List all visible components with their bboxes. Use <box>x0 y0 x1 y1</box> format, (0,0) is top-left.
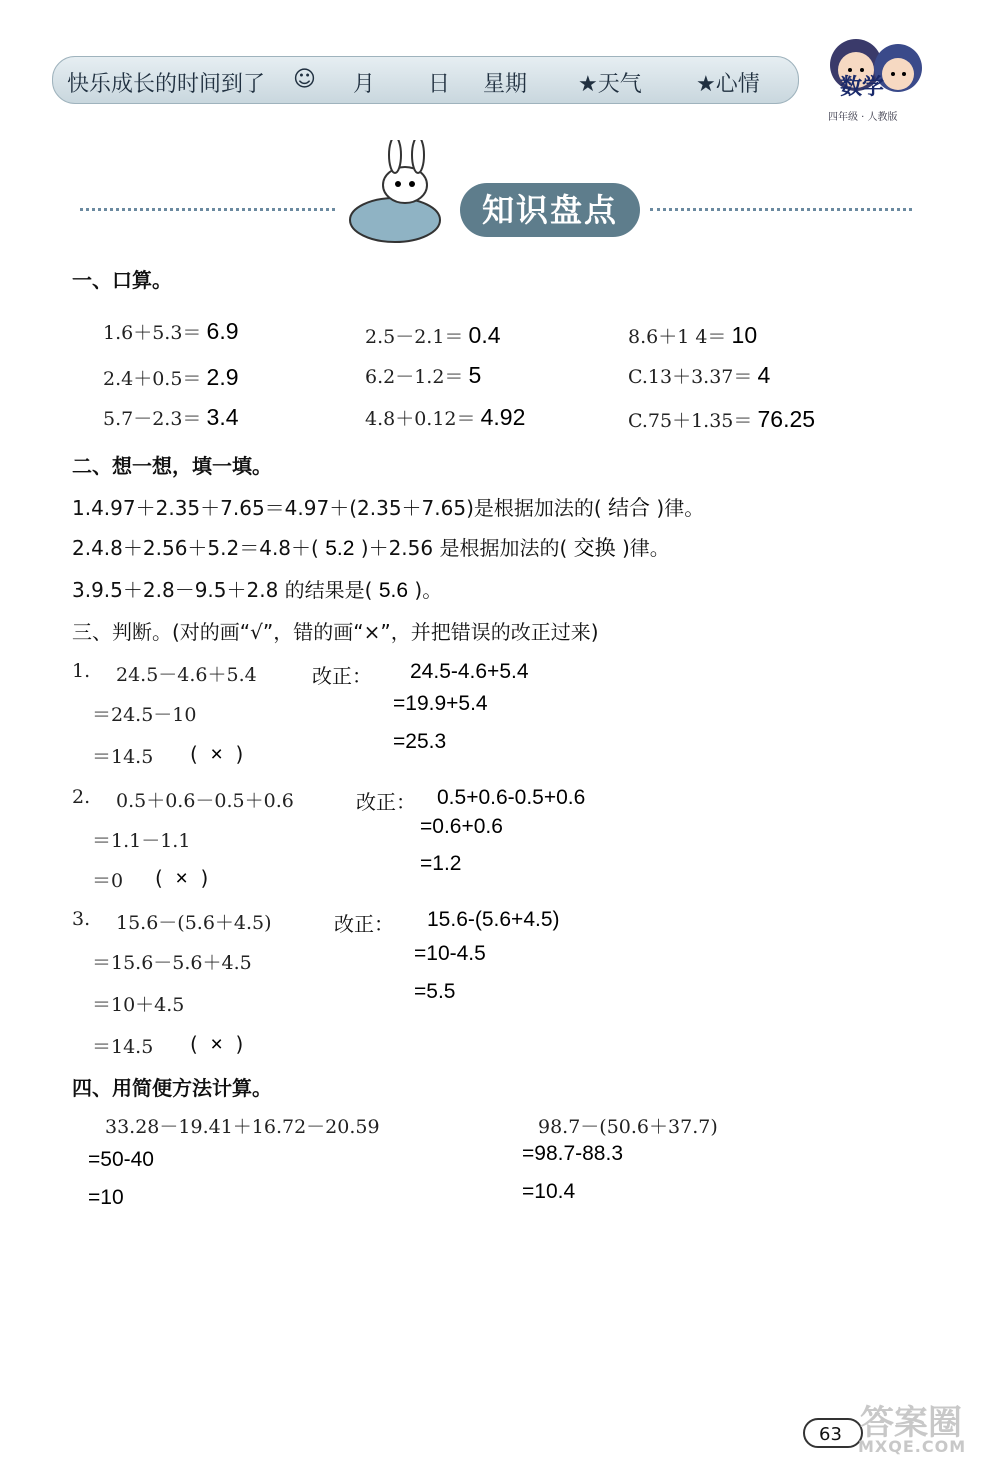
watermark-url: MXQE.COM <box>858 1437 967 1456</box>
q2-answer-2b: 交换 <box>573 537 616 560</box>
q3-p3-judgement: ( × ) <box>190 1032 244 1056</box>
q2-answer-1: 结合 <box>608 497 651 520</box>
q3-p3-step-1: ＝15.6－5.6＋4.5 <box>92 952 252 974</box>
q4-heading: 四、用简便方法计算。 <box>72 1076 272 1100</box>
q3-p3-number: 3. <box>72 908 91 930</box>
rabbit-mascot-icon <box>340 140 460 250</box>
dotted-divider-left <box>80 208 335 217</box>
header-weekday: 星期 <box>483 72 528 97</box>
q3-p3-fix-3: =5.5 <box>414 980 456 1003</box>
header-month: 月 <box>353 72 376 97</box>
subject-label: 数学 <box>840 75 885 100</box>
q3-p3-correct-label: 改正： <box>334 912 394 936</box>
q1-item: 6.2－1.2＝ 5 <box>365 362 482 388</box>
q3-p3-step-3: ＝14.5 <box>92 1036 154 1058</box>
q3-p3-fix-2: =10-4.5 <box>414 942 486 965</box>
q4-right-step-2: =10.4 <box>522 1180 576 1203</box>
q3-p1-step-1: ＝24.5－10 <box>92 704 197 726</box>
q4-right-step-1: =98.7-88.3 <box>522 1142 624 1165</box>
q4-right-expr: 98.7－(50.6＋37.7) <box>538 1116 718 1138</box>
q1-heading: 一、口算。 <box>72 268 172 292</box>
q2-answer-2a: 5.2 <box>325 537 355 560</box>
q3-p3-fix-1: 15.6-(5.6+4.5) <box>427 908 560 931</box>
q3-p2-number: 2. <box>72 786 91 808</box>
q4-left-expr: 33.28－19.41＋16.72－20.59 <box>105 1116 380 1138</box>
q1-item: C.13＋3.37＝ 4 <box>628 362 771 388</box>
q3-p2-step-1: ＝1.1－1.1 <box>92 830 191 852</box>
q2-line-3: 3.9.5＋2.8－9.5＋2.8 的结果是( 5.6 )。 <box>72 578 443 602</box>
subject-badge <box>818 30 933 130</box>
grade-label: 四年级 · 人教版 <box>828 112 898 123</box>
q1-item: C.75＋1.35＝ 76.25 <box>628 406 816 432</box>
q3-p2-expr: 0.5＋0.6－0.5＋0.6 <box>116 790 294 812</box>
q1-item: 5.7－2.3＝ 3.4 <box>103 404 239 430</box>
header-banner <box>52 56 799 104</box>
header-banner-text: 快乐成长的时间到了 <box>67 72 266 97</box>
q3-p1-step-2: ＝14.5 <box>92 746 154 768</box>
q2-heading: 二、想一想，填一填。 <box>72 454 272 478</box>
header-day: 日 <box>428 72 451 97</box>
q3-p1-fix-1: 24.5-4.6+5.4 <box>410 660 529 683</box>
section-title: 知识盘点 <box>460 183 640 237</box>
q3-p1-fix-2: =19.9+5.4 <box>393 692 488 715</box>
q2-answer-3: 5.6 <box>378 579 409 602</box>
header-mood: ★心情 <box>696 72 760 97</box>
dotted-divider-right <box>650 208 912 217</box>
q3-p3-expr: 15.6－(5.6＋4.5) <box>116 912 272 934</box>
q3-p2-mark: × <box>175 867 188 890</box>
q3-p1-fix-3: =25.3 <box>393 730 447 753</box>
q4-left-step-2: =10 <box>88 1186 124 1209</box>
q3-p1-judgement: ( × ) <box>190 742 244 766</box>
q3-p1-expr: 24.5－4.6＋5.4 <box>116 664 257 686</box>
q1-item: 1.6＋5.3＝ 6.9 <box>103 318 239 344</box>
q1-item: 2.5－2.1＝ 0.4 <box>365 322 501 348</box>
header-weather: ★天气 <box>578 72 642 97</box>
q3-heading: 三、判断。(对的画“√”，错的画“×”，并把错误的改正过来) <box>72 620 599 644</box>
q1-item: 4.8＋0.12＝ 4.92 <box>365 404 526 430</box>
q3-p3-mark: × <box>210 1033 223 1056</box>
q1-item: 2.4＋0.5＝ 2.9 <box>103 364 239 390</box>
q3-p1-correct-label: 改正： <box>312 664 372 688</box>
page-number: 63 <box>803 1418 863 1448</box>
q3-p1-number: 1. <box>72 660 91 682</box>
watermark-logo: 答案圈 <box>860 1403 962 1443</box>
q3-p2-fix-2: =0.6+0.6 <box>420 815 503 838</box>
q3-p2-fix-3: =1.2 <box>420 852 462 875</box>
q2-line-1: 1.4.97＋2.35＋7.65＝4.97＋(2.35＋7.65)是根据加法的( 结合 )律。 <box>72 496 705 520</box>
q3-p2-judgement: ( × ) <box>155 866 209 890</box>
q3-p3-step-2: ＝10＋4.5 <box>92 994 185 1016</box>
q2-line-2: 2.4.8＋2.56＋5.2＝4.8＋( 5.2 )＋2.56 是根据加法的( 交换 )律。 <box>72 536 670 560</box>
q3-p2-fix-1: 0.5+0.6-0.5+0.6 <box>437 786 586 809</box>
smile-doodle-icon: ☺ <box>293 67 316 92</box>
q3-p2-correct-label: 改正： <box>356 790 416 814</box>
q1-item: 8.6＋1 4＝ 10 <box>628 322 758 348</box>
q4-left-step-1: =50-40 <box>88 1148 154 1171</box>
q3-p1-mark: × <box>210 743 223 766</box>
q3-p2-step-2: ＝0 <box>92 870 124 892</box>
